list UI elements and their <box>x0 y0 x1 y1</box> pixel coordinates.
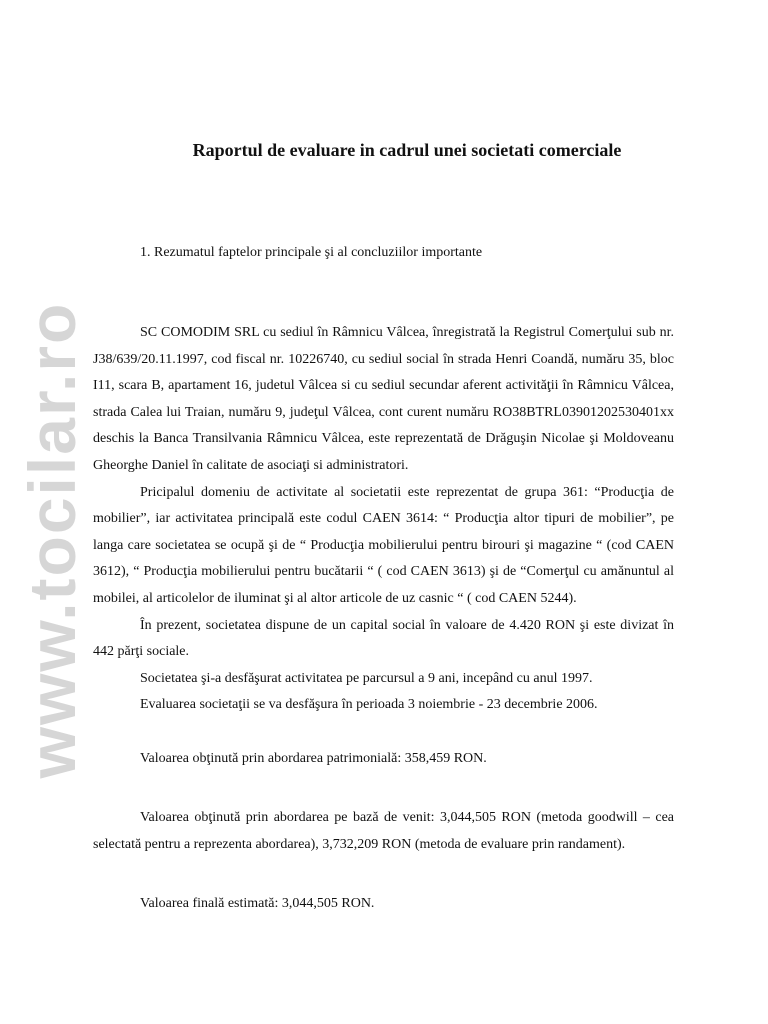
paragraph-income-value: Valoarea obţinută prin abordarea pe bază de venit: 3,044,505 RON (metoda goodwill – cea selectată pentru a reprezenta abordarea), 3,732,209 RON (metoda de evaluare prin randament). <box>93 810 674 852</box>
paragraph-activity-domain: Pricipalul domeniu de activitate al societatii este reprezentat de grupa 361: “Producţia de mobilier”, iar activitatea principală este codul CAEN 3614: “ Producţia altor tipuri de mobilier”, pe langa care societatea se ocupă şi de “ Producţia mobilierului pentru birouri şi magazine “ (cod CAEN 3612), “ Producţia mobilierului pentru bucătarii “ ( cod CAEN 3613) şi de “Comerţul cu amănuntul al mobilei, al articolelor de iluminat şi al altor articole de uz casnic “ ( cod CAEN 5244). <box>93 484 674 606</box>
paragraph-final-value: Valoarea finală estimată: 3,044,505 RON. <box>140 896 375 912</box>
watermark-text: www.tocilar.ro <box>15 301 89 779</box>
document-body <box>93 320 674 918</box>
paragraph-patrimonial-value: Valoarea obţinută prin abordarea patrimonială: 358,459 RON. <box>140 750 487 766</box>
paragraph-company-info: SC COMODIM SRL cu sediul în Râmnicu Vâlcea, înregistrată la Registrul Comerţului sub nr. J38/639/20.11.1997, cod fiscal nr. 10226740, cu sediul social în strada Henri Coandă, număru 35, bloc I11, scara B, apartament 16, judetul Vâlcea si cu sediul secundar aferent activităţii în Râmnicu Vâlcea, strada Calea lui Traian, număru 9, judeţul Vâlcea, cont curent număru RO38BTRL03901202530401xx deschis la Banca Transilvania Râmnicu Vâlcea, este reprezentată de Drăguşin Nicolae şi Moldoveanu Gheorghe Daniel în calitate de asociaţi si administratori. <box>93 325 674 473</box>
section-heading: 1. Rezumatul faptelor principale şi al concluziilor importante <box>140 245 483 260</box>
page-title: Raportul de evaluare in cadrul unei societati comerciale <box>192 140 622 160</box>
paragraph-activity-duration: Societatea şi-a desfăşurat activitatea pe parcursul a 9 ani, incepând cu anul 1997. <box>140 670 593 686</box>
paragraph-evaluation-period: Evaluarea societaţii se va desfăşura în perioada 3 noiembrie - 23 decembrie 2006. <box>140 697 598 713</box>
paragraph-share-capital: În prezent, societatea dispune de un capital social în valoare de 4.420 RON şi este divizat în 442 părţi sociale. <box>93 617 674 660</box>
